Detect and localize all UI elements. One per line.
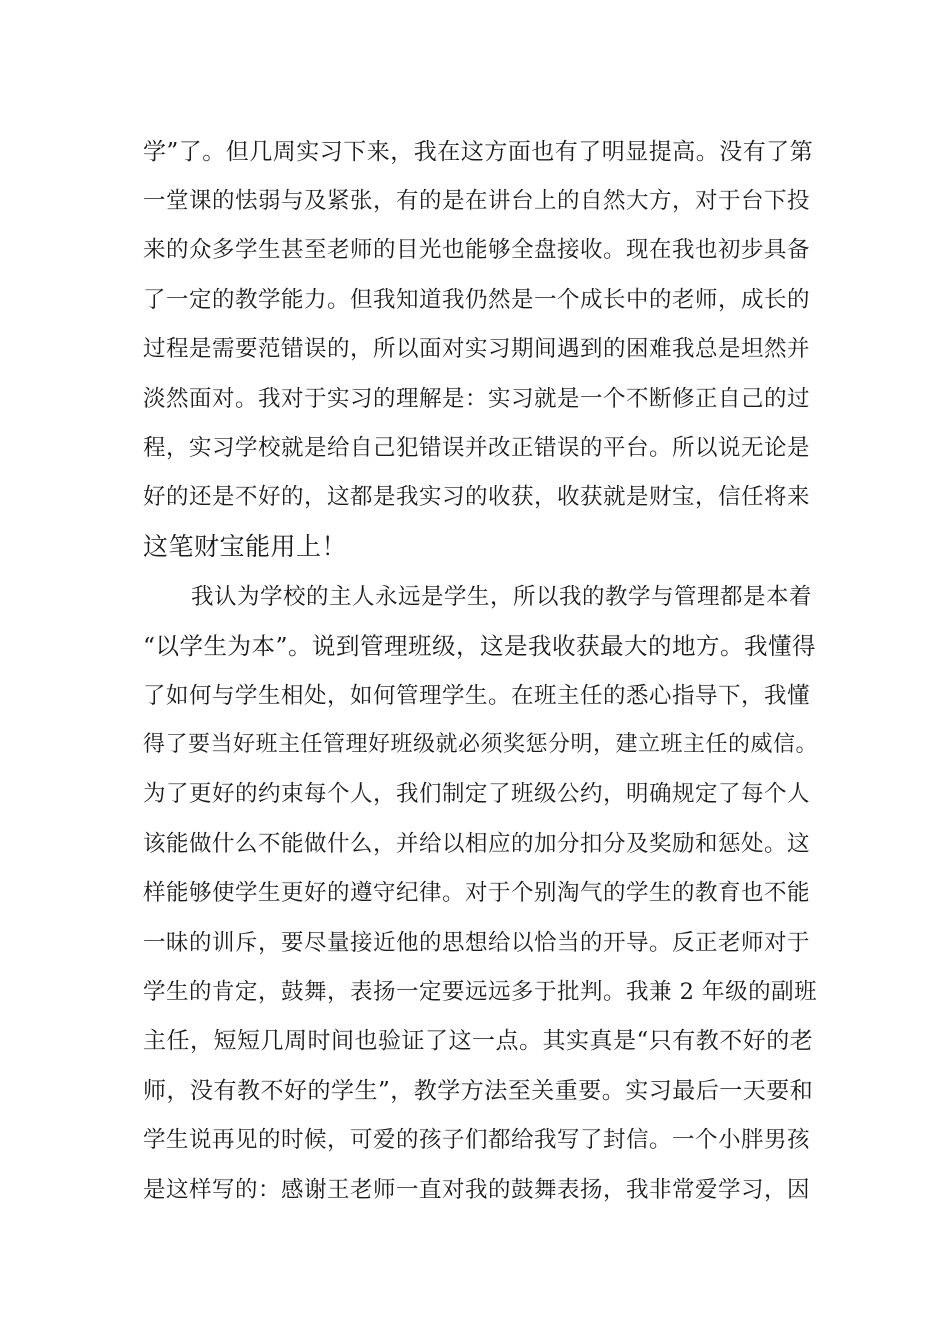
text-line: 为了更好的约束每个人，我们制定了班级公约，明确规定了每个人 [143, 781, 811, 807]
text-line: 得了要当好班主任管理好班级就必须奖惩分明，建立班主任的威信。 [143, 732, 819, 757]
text-line: 好的还是不好的，这都是我实习的收获，收获就是财宝，信任将来 [143, 484, 811, 510]
text-line: 学生说再见的时候，可爱的孩子们都给我写了封信。一个小胖男孩 [143, 1127, 811, 1153]
text-line: 了一定的教学能力。但我知道我仍然是一个成长中的老师，成长的 [143, 287, 811, 313]
text-line: 程，实习学校就是给自己犯错误并改正错误的平台。所以说无论是 [143, 435, 811, 461]
text-line: 学”了。但几周实习下来，我在这方面也有了明显提高。没有了第 [143, 139, 814, 165]
text-line: 样能够使学生更好的遵守纪律。对于个别淘气的学生的教育也不能 [143, 880, 811, 906]
text-line: 淡然面对。我对于实习的理解是：实习就是一个不断修正自己的过 [143, 386, 811, 412]
text-line: 主任，短短几周时间也验证了这一点。其实真是“只有教不好的老 [143, 1028, 814, 1054]
text-line: 学生的肯定，鼓舞，表扬一定要远远多于批判。我兼 2 年级的副班 [143, 979, 818, 1005]
text-line: 一昧的训斥，要尽量接近他的思想给以恰当的开导。反正老师对于 [143, 930, 811, 956]
text-line: 来的众多学生甚至老师的目光也能够全盘接收。现在我也初步具备 [143, 237, 811, 263]
text-line: 师，没有教不好的学生”，教学方法至关重要。实习最后一天要和 [143, 1078, 814, 1104]
text-line: 是这样写的：感谢王老师一直对我的鼓舞表扬，我非常爱学习，因 [143, 1177, 811, 1203]
text-line: “以学生为本”。说到管理班级，这是我收获最大的地方。我懂得 [143, 632, 817, 660]
text-line: 过程是需要范错误的，所以面对实习期间遇到的困难我总是坦然并 [143, 336, 811, 362]
text-line: 了如何与学生相处，如何管理学生。在班主任的悉心指导下，我懂 [143, 683, 811, 709]
text-line: 这笔财宝能用上！ [143, 532, 348, 561]
text-line: 一堂课的怯弱与及紧张，有的是在讲台上的自然大方，对于台下投 [143, 188, 811, 214]
paragraph-first-line: 我认为学校的主人永远是学生，所以我的教学与管理都是本着 [191, 584, 813, 610]
text-line: 该能做什么不能做什么，并给以相应的加分扣分及奖励和惩处。这 [143, 831, 811, 857]
